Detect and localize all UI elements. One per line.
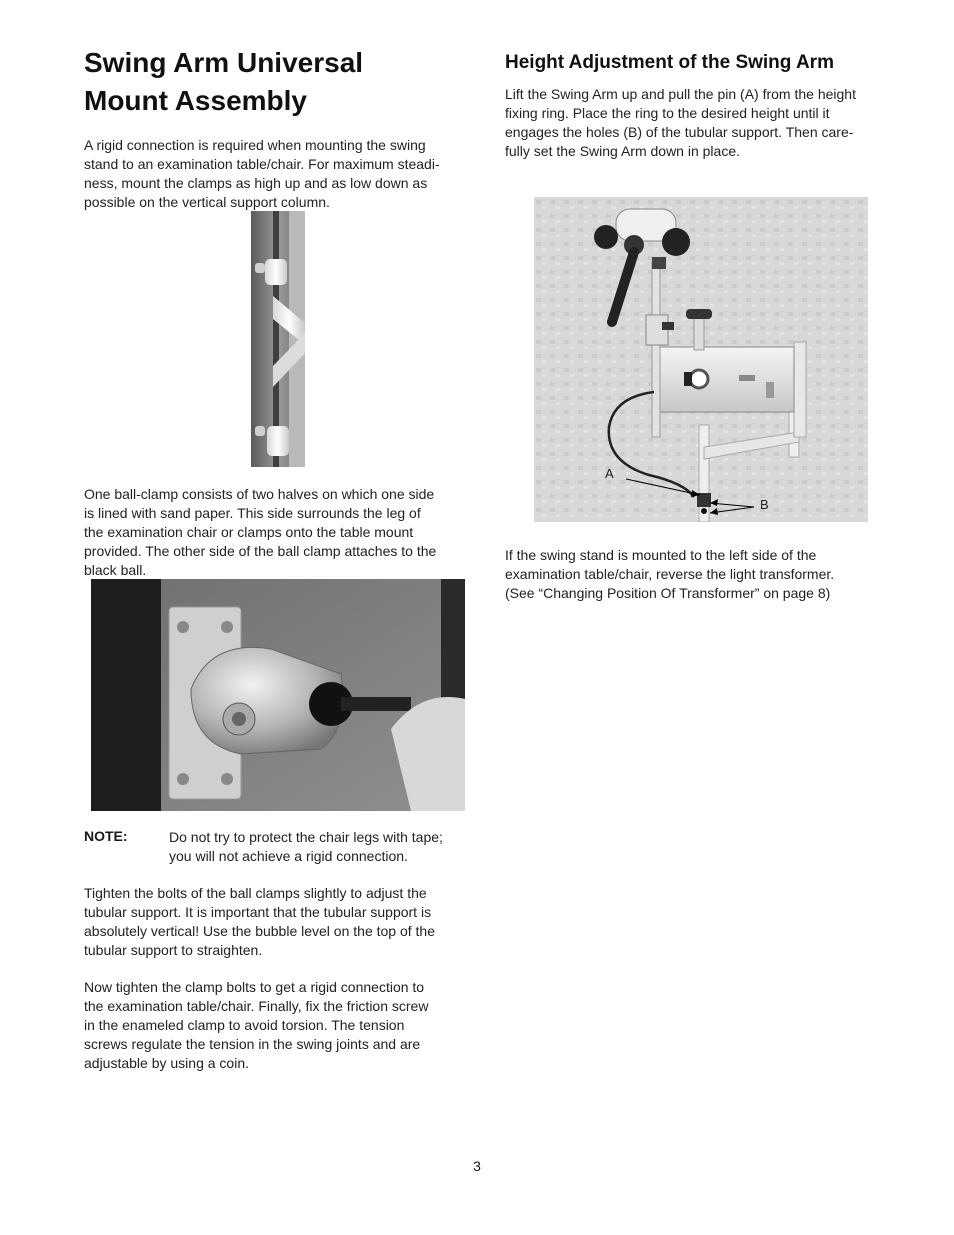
callout-a-label: A [605, 466, 614, 481]
tighten-paragraph: Tighten the bolts of the ball clamps slightly to adjust the tubular support. It is important that the tubular support is absolutely vertical! Use the bubble level on the top of the tubular support to straighten. [84, 885, 435, 958]
support-column-photo [251, 211, 305, 467]
title-line-1: Swing Arm Universal [84, 47, 364, 78]
ball-clamp-photo [91, 579, 465, 811]
left-mount-paragraph: If the swing stand is mounted to the left side of the examination table/chair, reverse the light transformer. (See “Changing Position Of Transformer” on page 8) [505, 547, 835, 601]
swing-arm-photo [534, 197, 868, 522]
note-text: Do not try to protect the chair legs with tape; you will not achieve a rigid connection. [169, 829, 443, 864]
title-line-2: Mount Assembly [84, 85, 307, 116]
intro-paragraph: A rigid connection is required when mounting the swing stand to an examination table/chair. For maximum steadi- ness, mount the clamps as high up and as low down as possible on the vertical support column. [84, 137, 440, 210]
callout-b-label: B [760, 497, 769, 512]
page-title [84, 44, 484, 120]
ballclamp-paragraph: One ball-clamp consists of two halves on which one side is lined with sand paper. This side surrounds the leg of the examination chair or clamps onto the table mount provided. The other side of the ball clamp attaches to the black ball. [84, 486, 437, 578]
section-heading: Height Adjustment of the Swing Arm [505, 52, 834, 73]
lift-paragraph: Lift the Swing Arm up and pull the pin (A) from the height fixing ring. Place the ring to the desired height until it engages the holes (B) of the tubular support. Then care- fully set the Swing Arm down in place. [505, 86, 856, 159]
page-number: 3 [473, 1158, 481, 1174]
final-paragraph: Now tighten the clamp bolts to get a rigid connection to the examination table/chair. Finally, fix the friction screw in the enameled clamp to avoid torsion. The tension screws regulate the tension in the swing joints and are adjustable by using a coin. [84, 979, 429, 1071]
note-label: NOTE: [84, 828, 128, 844]
